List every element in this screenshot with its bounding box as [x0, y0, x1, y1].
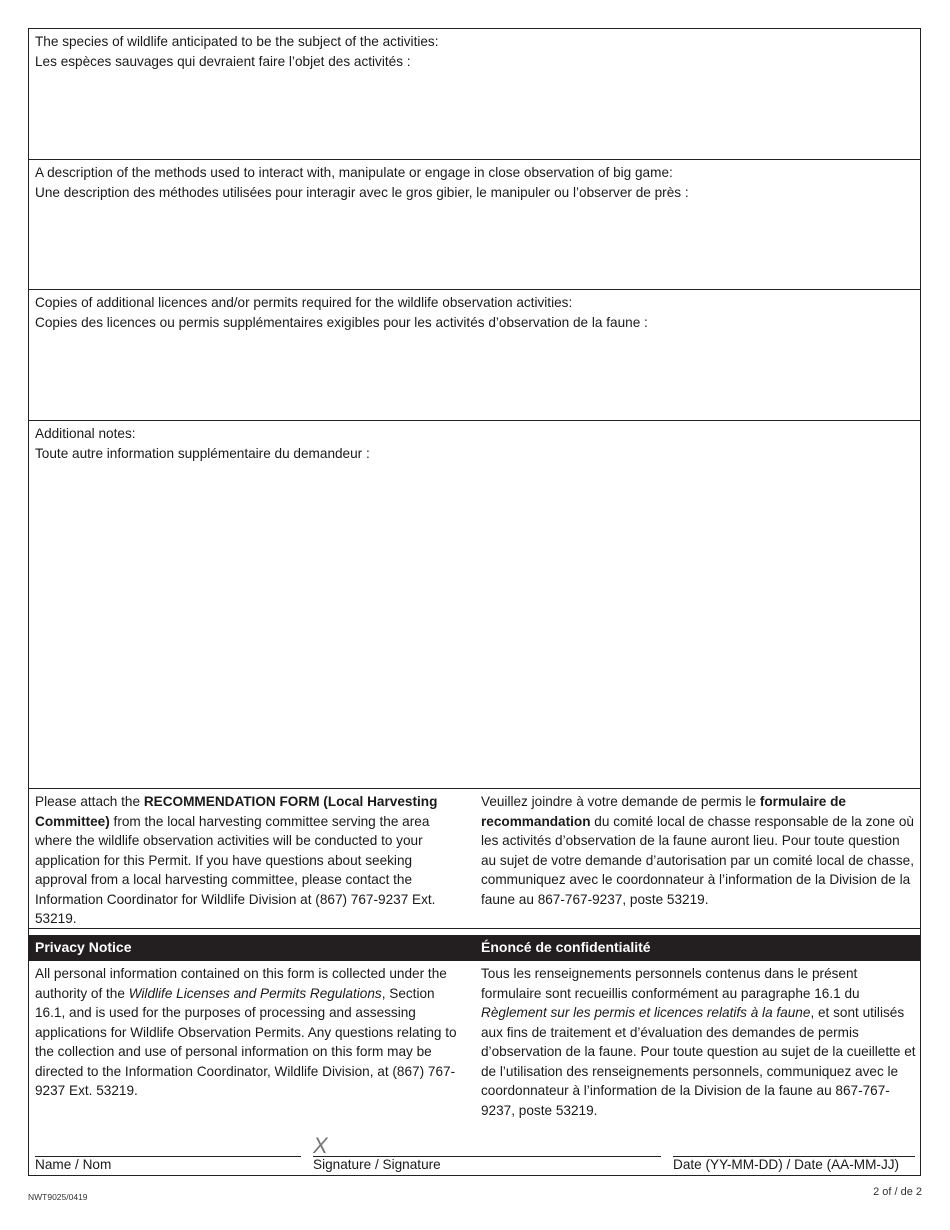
privacy-text-en	[35, 964, 465, 1101]
privacy-text-fr	[481, 964, 917, 1120]
signature-field[interactable]	[313, 1129, 661, 1175]
licences-input[interactable]	[35, 334, 914, 416]
name-label: Name / Nom	[35, 1157, 112, 1172]
methods-section	[29, 160, 920, 290]
page-number: 2 of / de 2	[873, 1186, 922, 1198]
species-input[interactable]	[35, 73, 914, 155]
attach-fr-bold: formulaire de recommandation	[481, 794, 846, 829]
privacy-title-fr: Énoncé de confidentialité	[481, 939, 651, 955]
signature-input[interactable]	[335, 1135, 661, 1157]
name-input[interactable]	[35, 1135, 301, 1157]
date-input[interactable]	[673, 1135, 915, 1157]
attach-en-pre: Please attach the	[35, 794, 144, 809]
privacy-fr-post: , et sont utilisés aux fins de traitement et d’évaluation des demandes de permis d’observation de la faune. Pour toute question au sujet de la cueillette et de l’utilisation des renseignements personnels, communiquez avec le coordonnateur à l’information de la Division de la faune au 867-767-9237, poste 53219.	[481, 1005, 916, 1118]
notes-input[interactable]	[35, 465, 914, 784]
privacy-notice	[29, 964, 920, 1124]
date-label: Date (YY-MM-DD) / Date (AA-MM-JJ)	[673, 1157, 900, 1172]
name-field[interactable]	[35, 1129, 301, 1175]
attach-en-post: from the local harvesting committee serving the area where the wildlife observation activities will be conducted to your application for this Permit. If you have questions about seeking approval from a local harvesting committee, please contact the Information Coordinator for Wildlife Division at (867) 767-9237 Ext. 53219.	[35, 813, 436, 926]
signature-x-mark: X	[313, 1133, 328, 1158]
privacy-en-pre: All personal information contained on this form is collected under the authority of the	[35, 966, 447, 1001]
attach-en-bold: RECOMMENDATION FORM (Local Harvesting Committee)	[35, 794, 438, 829]
divider	[29, 928, 920, 929]
privacy-title-en: Privacy Notice	[35, 939, 132, 955]
methods-input[interactable]	[35, 204, 914, 285]
methods-label-fr: Une description des méthodes utilisées pour interagir avec le gros gibier, le manipuler ou l’observer de près :	[35, 184, 689, 200]
methods-label-en: A description of the methods used to interact with, manipulate or engage in close observation of big game:	[35, 165, 673, 180]
attach-text-en	[35, 792, 465, 929]
privacy-en-post: , Section 16.1, and is used for the purposes of processing and assessing applications for Wildlife Observation Permits. Any questions relating to the collection and use of personal information on this form may be directed to the Information Coordinator, Wildlife Division, at (867) 767-9237 Ext. 53219.	[35, 985, 457, 1098]
signature-row	[29, 1129, 920, 1177]
form-code: NWT9025/0419	[28, 1192, 88, 1202]
privacy-fr-italic: Règlement sur les permis et licences relatifs à la faune	[481, 1005, 811, 1020]
species-section	[29, 29, 920, 160]
licences-section	[29, 290, 920, 421]
attach-text-fr	[481, 792, 917, 909]
licences-label-en: Copies of additional licences and/or permits required for the wildlife observation activities:	[35, 295, 573, 310]
privacy-header	[29, 935, 920, 961]
date-field[interactable]	[673, 1129, 915, 1175]
privacy-fr-pre: Tous les renseignements personnels contenus dans le présent formulaire sont recueillis conformément au paragraphe 16.1 du	[481, 966, 860, 1001]
notes-section	[29, 421, 920, 789]
licences-label-fr: Copies des licences ou permis supplémentaires exigibles pour les activités d’observation de la faune :	[35, 314, 648, 330]
notes-label-en: Additional notes:	[35, 426, 136, 441]
notes-label-fr: Toute autre information supplémentaire du demandeur :	[35, 445, 370, 461]
privacy-en-italic: Wildlife Licenses and Permits Regulations	[128, 985, 382, 1001]
species-label-fr: Les espèces sauvages qui devraient faire l’objet des activités :	[35, 53, 411, 69]
attach-fr-pre: Veuillez joindre à votre demande de permis le	[481, 794, 760, 809]
attach-fr-post: du comité local de chasse responsable de la zone où les activités d’observation de la faune auront lieu. Pour toute question au sujet de votre demande d’autorisation par un comité local de chasse, communiquez avec le coordonnateur à l’information de la Division de la faune au 867-767-9237, poste 53219.	[481, 813, 914, 907]
species-label-en: The species of wildlife anticipated to be the subject of the activities:	[35, 34, 439, 49]
permit-form-page	[28, 28, 921, 1176]
signature-label: Signature / Signature	[313, 1157, 441, 1172]
attach-recommendation-notice	[29, 792, 920, 928]
